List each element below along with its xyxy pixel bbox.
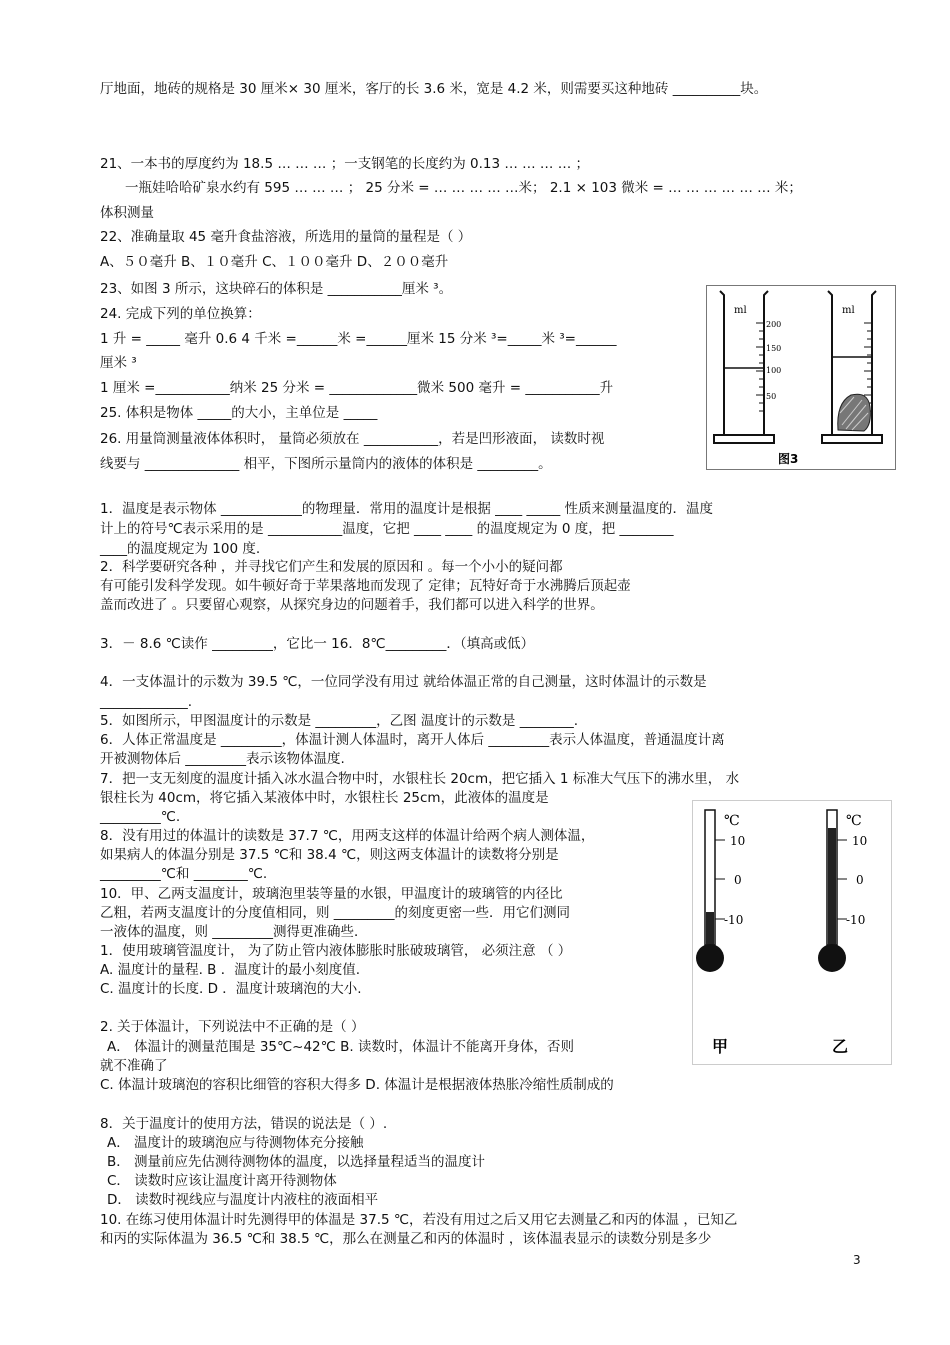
text-line: 盖而改进了 。只要留心观察，从探究身边的问题着手，我们都可以进入科学的世界。 bbox=[100, 597, 604, 613]
thermometer-left bbox=[696, 810, 745, 1056]
text-line: 6．人体正常温度是 _________，体温计测人体温时，离开人体后 _________表示人体温度，普通温度计离 bbox=[100, 732, 725, 748]
thermometer-right bbox=[818, 810, 867, 1056]
text-line: 线要与 ______________ 相平，下图所示量筒内的液体的体积是 _________。 bbox=[100, 456, 552, 472]
text-line: D． 读数时视线应与温度计内液柱的液面相平 bbox=[107, 1192, 379, 1208]
text-line: 23、如图 3 所示，这块碎石的体积是 ___________厘米 ³。 bbox=[100, 281, 453, 297]
tick-label: 200 bbox=[766, 320, 782, 329]
text-line: 如果病人的体温分别是 37.5 ℃和 38.4 ℃，则这两支体温计的读数将分别是 bbox=[100, 847, 559, 863]
figure-caption: 图3 bbox=[778, 452, 799, 466]
tick-label: 150 bbox=[766, 344, 782, 353]
text-line: 就不准确了 bbox=[100, 1058, 168, 1074]
text-line: 和丙的实际体温为 36.5 ℃和 38.5 ℃，那么在测量乙和丙的体温时 ，该体温表显示的读数分别是多少 bbox=[100, 1231, 712, 1247]
text-line: 2．科学要研究各种 ，并寻找它们产生和发展的原因和 。每一个小小的疑问都 bbox=[100, 559, 563, 575]
thermometers-figure bbox=[692, 800, 892, 1065]
text-line: 有可能引发科学发现。如牛顿好奇于苹果落地而发现了 定律；瓦特好奇于水沸腾后顶起壶 bbox=[100, 578, 631, 594]
text-line: 体积测量 bbox=[100, 205, 154, 221]
text-line: A、５０毫升 B、１０毫升 C、１００毫升 D、２００毫升 bbox=[100, 254, 449, 270]
text-line: C. 体温计玻璃泡的容积比细管的容积大得多 D. 体温计是根据液体热胀冷缩性质制成的 bbox=[100, 1077, 614, 1093]
tick-label: 10 bbox=[852, 834, 868, 848]
unit-label-left: ml bbox=[734, 305, 747, 316]
text-line: C. 温度计的长度. D ．温度计玻璃泡的大小. bbox=[100, 981, 362, 997]
text-line: 1 厘米 =___________纳米 25 分米 = _____________微米 500 毫升 = ___________升 bbox=[100, 380, 614, 396]
text-line: 8．没有用过的体温计的读数是 37.7 ℃，用两支这样的体温计给两个病人测体温， bbox=[100, 828, 595, 844]
text-line: 24. 完成下列的单位换算： bbox=[100, 306, 261, 322]
tick-label: 0 bbox=[734, 873, 742, 887]
tick-label: -10 bbox=[724, 913, 744, 927]
text-line: 银柱长为 40cm，将它插入某液体中时，水银柱长 25cm，此液体的温度是 bbox=[100, 790, 549, 806]
text-line: _________℃和 ________℃. bbox=[100, 866, 268, 882]
text-line: 计上的符号℃表示采用的是 ___________温度，它把 ____ ____ 的温度规定为 0 度，把 ________ bbox=[100, 521, 674, 537]
text-line: _____________. bbox=[100, 694, 193, 710]
text-line: 乙粗，若两支温度计的分度值相同，则 _________的刻度更密一些．用它们测同 bbox=[100, 905, 571, 921]
tick-label: 100 bbox=[766, 366, 782, 375]
text-line: 厅地面，地砖的规格是 30 厘米× 30 厘米，客厅的长 3.6 米，宽是 4.2 米，则需要买这种地砖 __________块。 bbox=[100, 81, 768, 97]
text-line: _________℃. bbox=[100, 809, 181, 825]
text-line: ____的温度规定为 100 度. bbox=[100, 541, 261, 557]
tick-label: 0 bbox=[856, 873, 864, 887]
unit-celsius-right: ℃ bbox=[846, 813, 862, 829]
text-line: 1 升 = _____ 毫升 0.6 4 千米 =______米 =______厘米 15 分米 ³=_____米 ³=______ bbox=[100, 331, 617, 347]
text-line: B． 测量前应先估测待测物体的温度，以选择量程适当的温度计 bbox=[107, 1154, 486, 1170]
text-line: 1．温度是表示物体 ____________的物理量．常用的温度计是根据 ____ _____ 性质来测量温度的．温度 bbox=[100, 501, 714, 517]
text-line: 5．如图所示，甲图温度计的示数是 _________，乙图 温度计的示数是 ________. bbox=[100, 713, 579, 729]
tick-label: 10 bbox=[730, 834, 746, 848]
text-line: 7．把一支无刻度的温度计插入冰水温合物中时，水银柱长 20cm，把它插入 1 标准大气压下的沸水里， 水 bbox=[100, 771, 740, 787]
text-line: 厘米 ³ bbox=[100, 355, 137, 371]
tick-label: 50 bbox=[766, 392, 777, 401]
text-line: A. 温度计的量程. B ．温度计的最小刻度值. bbox=[100, 962, 361, 978]
text-line: 10. 在练习使用体温计时先测得甲的体温是 37.5 ℃，若没有用过之后又用它去测量乙和丙的体温 ，已知乙 bbox=[100, 1212, 738, 1228]
text-line: 一瓶娃哈哈矿泉水约有 595 … … … ； 25 分米 = … … … … …米； 2.1 × 103 微米 = … … … … … … 米； bbox=[125, 180, 802, 196]
text-line: 3．－ 8.6 ℃读作 _________，它比一 16．8℃_________．（填高或低） bbox=[100, 636, 535, 652]
text-line: 26. 用量筒测量液体体积时， 量筒必须放在 ___________，若是凹形液面， 读数时视 bbox=[100, 431, 605, 447]
cylinder-right bbox=[822, 291, 882, 443]
text-line: 开被测物体后 _________表示该物体温度. bbox=[100, 751, 345, 767]
text-line: 25. 体积是物体 _____的大小，主单位是 _____ bbox=[100, 405, 378, 421]
cylinder-left bbox=[714, 291, 781, 443]
text-line: 8．关于温度计的使用方法，错误的说法是（ ）. bbox=[100, 1116, 388, 1132]
figure-3-graduated-cylinders bbox=[706, 285, 896, 470]
page-number: 3 bbox=[853, 1253, 861, 1267]
unit-label-right: ml bbox=[842, 305, 855, 316]
text-line: 21、一本书的厚度约为 18.5 … … … ；一支钢笔的长度约为 0.13 … … … … ； bbox=[100, 156, 589, 172]
label-jia: 甲 bbox=[712, 1037, 729, 1056]
text-line: C． 读数时应该让温度计离开待测物体 bbox=[107, 1173, 337, 1189]
text-line: 4．一支体温计的示数为 39.5 ℃，一位同学没有用过 就给体温正常的自己测量，这时体温计的示数是 bbox=[100, 674, 707, 690]
text-line: A． 温度计的玻璃泡应与待测物体充分接触 bbox=[107, 1135, 364, 1151]
label-yi: 乙 bbox=[832, 1037, 849, 1056]
text-line: 22、准确量取 45 毫升食盐溶液，所选用的量筒的量程是（ ） bbox=[100, 229, 472, 245]
text-line: 10．甲、乙两支温度计，玻璃泡里装等量的水银，甲温度计的玻璃管的内径比 bbox=[100, 886, 563, 902]
stone-shape bbox=[838, 394, 871, 431]
unit-celsius-left: ℃ bbox=[724, 813, 740, 829]
text-line: 1．使用玻璃管温度计， 为了防止管内液体膨胀时胀破玻璃管， 必须注意 （ ） bbox=[100, 943, 572, 959]
text-line: A． 体温计的测量范围是 35℃~42℃ B. 读数时，体温计不能离开身体，否则 bbox=[107, 1039, 574, 1055]
text-line: 2. 关于体温计，下列说法中不正确的是（ ） bbox=[100, 1019, 365, 1035]
text-line: 一液体的温度，则 _________测得更准确些． bbox=[100, 924, 368, 940]
tick-label: -10 bbox=[846, 913, 866, 927]
